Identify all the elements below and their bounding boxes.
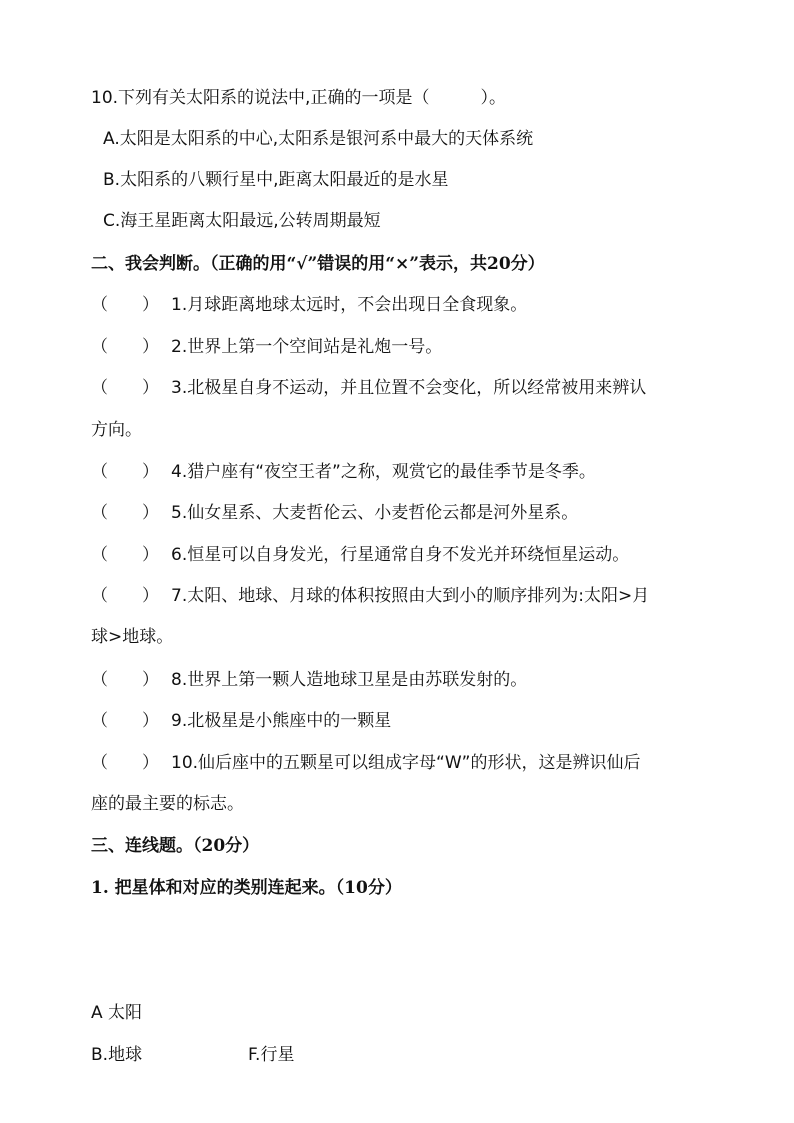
judge-item-text: 7.太阳、地球、月球的体积按照由大到小的顺序排列为:太阳>月 <box>171 586 650 606</box>
judge-item-4 <box>91 460 721 484</box>
judge-item-7 <box>91 584 721 608</box>
section-2-title: 二、我会判断。（正确的用“√”错误的用“×”表示，共20分） <box>91 254 545 274</box>
answer-blank: （ ） <box>91 378 159 398</box>
judge-item-text: 9.北极星是小熊座中的一颗星 <box>171 711 392 731</box>
judge-item-text: 1.月球距离地球太远时，不会出现日全食现象。 <box>171 295 528 315</box>
answer-blank: （ ） <box>91 503 159 523</box>
judge-item-9 <box>91 709 721 733</box>
answer-blank: （ ） <box>91 586 159 606</box>
answer-blank: （ ） <box>91 670 159 690</box>
answer-blank: （ ） <box>91 545 159 565</box>
match-right-item-f: F.行星 <box>248 1045 295 1065</box>
question-10-option-a: A.太阳是太阳系的中心,太阳系是银河系中最大的天体系统 <box>103 129 534 149</box>
question-10-stem: 10.下列有关太阳系的说法中,正确的一项是（ ）。 <box>91 88 506 108</box>
answer-blank: （ ） <box>91 295 159 315</box>
judge-item-3-continuation: 方向。 <box>91 420 142 440</box>
match-left-item-a: A 太阳 <box>91 1003 143 1023</box>
answer-blank: （ ） <box>91 337 159 357</box>
judge-item-8 <box>91 668 721 692</box>
match-left-item-b: B.地球 <box>91 1045 143 1065</box>
judge-item-3 <box>91 376 721 400</box>
judge-item-6 <box>91 543 721 567</box>
judge-item-text: 6.恒星可以自身发光，行星通常自身不发光并环绕恒星运动。 <box>171 545 630 565</box>
judge-item-5 <box>91 501 721 525</box>
judge-item-2 <box>91 335 721 359</box>
judge-item-text: 2.世界上第一个空间站是礼炮一号。 <box>171 337 443 357</box>
section-3-title: 三、连线题。（20分） <box>91 836 260 856</box>
answer-blank: （ ） <box>91 753 159 773</box>
judge-item-10-continuation: 座的最主要的标志。 <box>91 794 244 814</box>
judge-item-1 <box>91 293 721 317</box>
question-10-option-c: C.海王星距离太阳最远,公转周期最短 <box>103 211 381 231</box>
match-row-b <box>91 1043 721 1067</box>
answer-blank: （ ） <box>91 462 159 482</box>
judge-item-10 <box>91 751 721 775</box>
judge-item-text: 3.北极星自身不运动，并且位置不会变化，所以经常被用来辨认 <box>171 378 647 398</box>
judge-item-text: 4.猎户座有“夜空王者”之称，观赏它的最佳季节是冬季。 <box>171 462 596 482</box>
section-3-subquestion-1: 1. 把星体和对应的类别连起来。（10分） <box>91 878 402 898</box>
judge-item-text: 5.仙女星系、大麦哲伦云、小麦哲伦云都是河外星系。 <box>171 503 579 523</box>
judge-item-7-continuation: 球>地球。 <box>91 627 174 647</box>
judge-item-text: 10.仙后座中的五颗星可以组成字母“W”的形状，这是辨识仙后 <box>171 753 641 773</box>
answer-blank: （ ） <box>91 711 159 731</box>
question-10-option-b: B.太阳系的八颗行星中,距离太阳最近的是水星 <box>103 170 449 190</box>
judge-item-text: 8.世界上第一颗人造地球卫星是由苏联发射的。 <box>171 670 528 690</box>
